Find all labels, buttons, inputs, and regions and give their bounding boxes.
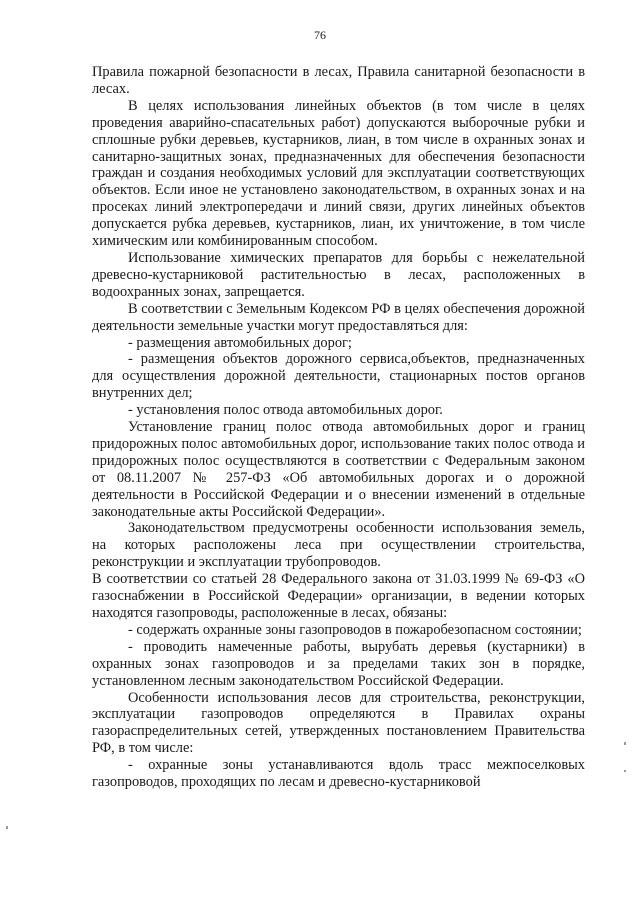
paragraph-4: В соответствии с Земельным Кодексом РФ в целях обеспечения дорожной деятельности земельные участки могут предоставляться для: [92, 300, 585, 334]
paragraph-8: Особенности использования лесов для строительства, реконструкции, эксплуатации газопроводов определяются в Правилах охраны газораспределительных сетей, утвержденных постановлением Правительства РФ, в том числе: [92, 689, 585, 757]
list-item-right-of-way: - установления полос отвода автомобильных дорог. [128, 402, 443, 419]
list-item-roads: - размещения автомобильных дорог; [128, 334, 352, 351]
paragraph-5: Установление границ полос отвода автомобильных дорог и границ придорожных полос автомобильных дорог, использование таких полос отвода и придорожных полос осуществляются в соответствии с Федеральным законом от 08.11.2007 № 257-ФЗ «Об автомобильных дорогах и о дорожной деятельности в Российской Федерации и о внесении изменений в отдельные законодательные акты Российской Федерации». [92, 419, 585, 520]
page-number: 76 [314, 28, 326, 42]
paragraph-6: Законодательством предусмотрены особенности использования земель, на которых расположены леса при осуществлении строительства, реконструкции и эксплуатации трубопроводов. [92, 520, 585, 571]
list-item-tree-cutting: - проводить намеченные работы, вырубать деревья (кустарники) в охранных зонах газопроводов и за пределами таких зон в порядке, установленном лесным законодательством Российской Федерации. [92, 638, 585, 689]
paragraph-7: В соответствии со статьей 28 Федерального закона от 31.03.1999 № 69-ФЗ «О газоснабжении в Российской Федерации» организации, в ведении которых находятся газопроводы, расположенные в лесах, обязаны: [92, 571, 585, 621]
scan-artifact-mark [6, 826, 8, 829]
paragraph-1: Правила пожарной безопасности в лесах, Правила санитарной безопасности в лесах. [92, 64, 585, 97]
scan-artifact-mark [624, 742, 626, 745]
list-item-road-service: - размещения объектов дорожного сервиса,объектов, предназначенных для осуществления дорожной деятельности, стационарных постов органов внутренних дел; [92, 351, 585, 402]
paragraph-3: Использование химических препаратов для борьбы с нежелательной древесно-кустарниковой растительностью в лесах, расположенных в водоохранных зонах, запрещается. [92, 249, 585, 300]
scan-artifact-mark [624, 770, 626, 772]
paragraph-2: В целях использования линейных объектов (в том числе в целях проведения аварийно-спасательных работ) допускаются выборочные рубки и сплошные рубки деревьев, кустарников, лиан, в том числе в охранных зонах и санитарно-защитных зонах, предназначенных для обеспечения безопасности граждан и создания необходимых условий для эксплуатации соответствующих объектов. Если иное не установлено законодательством, в охранных зонах и на просеках линий электропередачи и линий связи, других линейных объектов допускается рубка деревьев, кустарников, лиан, их уничтожение, в том числе химическим или комбинированным способом. [92, 97, 585, 250]
list-item-protection-zones: - охранные зоны устанавливаются вдоль трасс межпоселковых газопроводов, проходящих по лесам и древесно-кустарниковой [92, 757, 585, 791]
list-item-fire-safety: - содержать охранные зоны газопроводов в пожаробезопасном состоянии; [128, 621, 582, 638]
body-text [92, 64, 585, 791]
